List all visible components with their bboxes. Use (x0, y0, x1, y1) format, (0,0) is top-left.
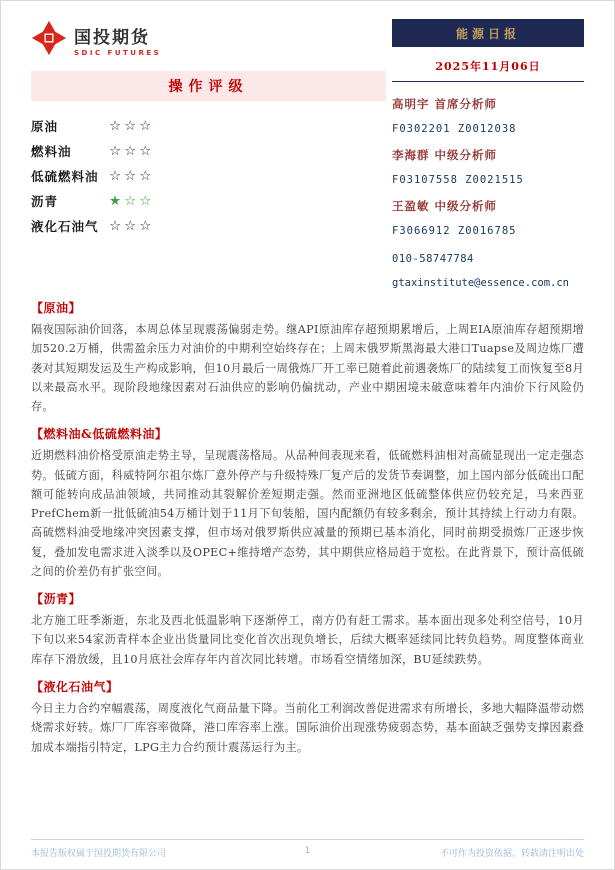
left-column (31, 19, 386, 289)
company-name-en: SDIC FUTURES (74, 49, 162, 57)
section-title: 【沥青】 (31, 592, 82, 607)
analyst-codes: F03107558 Z0021515 (392, 174, 524, 186)
analyst-name: 李海群 (392, 148, 430, 162)
analyst-name: 王盈敏 (392, 199, 430, 213)
section-lpg (31, 678, 584, 757)
rating-stars-icon: ★☆☆ (109, 192, 155, 209)
analyst-codes: F3066912 Z0016785 (392, 225, 517, 237)
footer-copyright: 本报告版权属于国投期货有限公司 (31, 849, 167, 859)
rating-row-asphalt (31, 188, 386, 213)
section-body: 近期燃料油价格受原油走势主导，呈现震荡格局。从品种间表现来看，低硫燃料油相对高硫显现出一定走强态势。低硫方面，科威特阿尔祖尔炼厂意外停产与升级特殊厂复产后的发货节奏调整，加上国内部分低硫出口配额可能转向成品油领域，共同推动其裂解价差短期走强。然而亚洲地区低硫整体供应仍较充足，马来西亚PrefChem新一批低硫油54万桶计划于11月下旬装船，国内配额仍有较多剩余，预计其持续上行动力有限。高硫燃料油受地缘冲突因素支撑，但市场对俄罗斯供应减量的预期已基本消化，同时前期受损炼厂正逐步恢复，叠加发电需求进入淡季以及OPEC+维持增产态势，其中期供应格局趋于宽松。在此背景下，预计高低硫之间的价差仍有扩张空间。 (31, 449, 584, 578)
analyst-block (392, 147, 584, 186)
rating-row-lpg (31, 213, 386, 238)
rating-row-low-sulfur-fuel-oil (31, 163, 386, 188)
page-number: 1 (304, 846, 311, 856)
analyst-block (392, 96, 584, 135)
section-title: 【液化石油气】 (31, 679, 119, 694)
section-fuel-oil (31, 425, 584, 581)
rating-panel-title: 操作评级 (168, 79, 249, 95)
report-body (31, 299, 584, 757)
analyst-name-title (392, 96, 584, 112)
analyst-name: 高明宇 (392, 97, 430, 111)
analyst-title: 中级分析师 (434, 148, 498, 162)
section-title: 【燃料油&低硫燃料油】 (31, 427, 168, 442)
rating-row-crude-oil (31, 113, 386, 138)
report-type-label: 能源日报 (455, 27, 520, 41)
rating-list (31, 113, 386, 238)
report-type-badge (392, 19, 584, 47)
rating-name: 液化石油气 (31, 218, 99, 234)
rating-panel-header (31, 71, 386, 101)
rating-stars-icon: ☆☆☆ (109, 142, 155, 159)
footer-row (31, 846, 584, 859)
report-header (31, 19, 584, 289)
analyst-title: 首席分析师 (434, 97, 498, 111)
rating-name: 燃料油 (31, 143, 72, 159)
rating-name: 低硫燃料油 (31, 168, 99, 184)
section-body: 隔夜国际油价回落，本周总体呈现震荡偏弱走势。继API原油库存超预期累增后，上周EIA原油库存超预期增加520.2万桶，供需盈余压力对油价的中期利空始终存在；上周末俄罗斯黑海最大港口Tuapse及周边炼厂遭袭对其短期发运及生产构成影响，但10月最后一周俄炼厂开工率已随着此前遇袭炼厂的陆续复工而恢复至8月以来最高水平。现阶段地缘因素对石油供应的影响仍偏扰动，产业中期困境未破意味着年内油价下行风险仍存。 (31, 323, 584, 414)
report-date-text: 2025年11月06日 (435, 60, 541, 73)
section-body: 今日主力合约窄幅震荡，周度液化气商品量下降。当前化工利润改善促进需求有所增长，多地大幅降温带动燃烧需求好转。炼厂厂库容率微降，港口库容率上涨。国际油价出现涨势疲弱态势，基本面缺乏强势支撑因素叠加成本端指引特定，LPG主力合约预计震荡运行为主。 (31, 701, 584, 754)
analyst-codes: F0302201 Z0012038 (392, 123, 517, 135)
page-footer (31, 839, 584, 859)
rating-name: 原油 (31, 118, 59, 134)
rating-row-fuel-oil (31, 138, 386, 163)
analyst-name-title (392, 147, 584, 163)
analyst-name-title (392, 198, 584, 214)
rating-name: 沥青 (31, 193, 59, 209)
contact-email[interactable]: gtaxinstitute@essence.com.cn (392, 277, 570, 289)
rating-stars-icon: ☆☆☆ (109, 117, 155, 134)
rating-stars-icon: ☆☆☆ (109, 167, 155, 184)
footer-disclaimer: 不可作为投资依据，转载请注明出处 (439, 849, 584, 859)
right-column (392, 19, 584, 289)
company-name-cn: 国投期货 (74, 28, 150, 48)
analyst-title: 中级分析师 (434, 199, 498, 213)
company-logo (31, 19, 386, 61)
company-name (74, 23, 161, 57)
rating-stars-icon: ☆☆☆ (109, 217, 155, 234)
contact-phone: 010-58747784 (392, 253, 474, 265)
section-crude-oil (31, 299, 584, 416)
company-logo-icon (31, 20, 67, 60)
section-asphalt (31, 590, 584, 669)
section-title: 【原油】 (31, 301, 82, 315)
analyst-block (392, 198, 584, 237)
section-body: 北方施工旺季渐逝，东北及西北低温影响下逐渐停工，南方仍有赶工需求。基本面出现多处利空信号，10月下旬以来54家沥青样本企业出货量同比变化首次出现负增长，后续大概率延续同比转负趋势。周度整体商业库存下滑放缓，且10月底社会库存年内首次同比转增。市场看空情绪加深，BU延续跌势。 (31, 614, 584, 666)
report-date (392, 47, 584, 82)
